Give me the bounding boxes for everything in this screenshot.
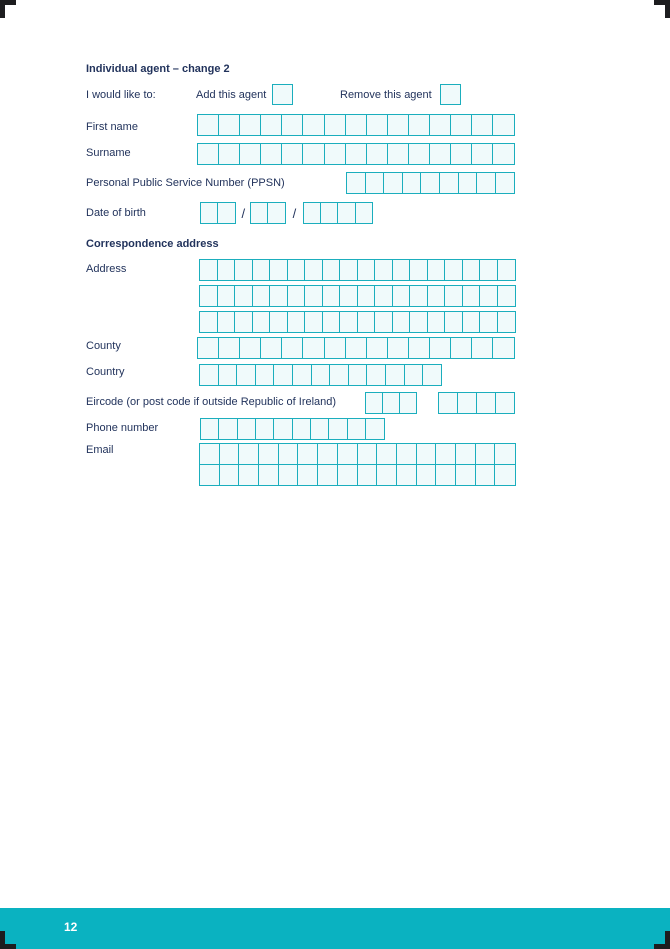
char-box[interactable] — [408, 143, 431, 165]
char-box[interactable] — [345, 143, 368, 165]
char-box[interactable] — [238, 443, 259, 465]
char-box[interactable] — [450, 337, 473, 359]
crop-mark-top-right — [665, 0, 670, 18]
char-box[interactable] — [450, 114, 473, 136]
char-box[interactable] — [337, 443, 358, 465]
char-box[interactable] — [357, 311, 376, 333]
eircode-label: Eircode (or post code if outside Republic of Ireland) — [86, 396, 337, 408]
char-box[interactable] — [311, 364, 331, 386]
char-box[interactable] — [383, 172, 403, 194]
char-box[interactable] — [427, 285, 446, 307]
char-box[interactable] — [475, 443, 496, 465]
char-box[interactable] — [339, 311, 358, 333]
char-box[interactable] — [439, 172, 459, 194]
char-box[interactable] — [479, 259, 498, 281]
char-box[interactable] — [302, 337, 325, 359]
ppsn-boxes — [346, 172, 515, 194]
char-box[interactable] — [237, 418, 257, 440]
char-box[interactable] — [455, 464, 476, 486]
address-line2-boxes — [199, 285, 516, 307]
char-box[interactable] — [497, 259, 516, 281]
dob-separator: / — [241, 205, 246, 221]
char-box[interactable] — [218, 364, 238, 386]
char-box[interactable] — [450, 143, 473, 165]
footer-bar — [0, 908, 670, 949]
char-box[interactable] — [339, 285, 358, 307]
char-box[interactable] — [422, 364, 442, 386]
surname-label: Surname — [86, 147, 131, 159]
char-box[interactable] — [347, 418, 367, 440]
dob-boxes — [200, 202, 373, 224]
char-box[interactable] — [457, 392, 477, 414]
first-name-label: First name — [86, 121, 138, 133]
char-box[interactable] — [322, 311, 341, 333]
char-box[interactable] — [402, 172, 422, 194]
email-label: Email — [86, 444, 114, 456]
char-box[interactable] — [281, 337, 304, 359]
char-box[interactable] — [495, 172, 515, 194]
char-box[interactable] — [217, 311, 236, 333]
char-box[interactable] — [404, 364, 424, 386]
crop-mark-top-left — [0, 0, 5, 18]
email-line2-boxes — [199, 464, 516, 486]
char-box[interactable] — [260, 143, 283, 165]
first-name-boxes — [197, 114, 515, 136]
char-box[interactable] — [199, 285, 218, 307]
char-box[interactable] — [339, 259, 358, 281]
char-box[interactable] — [287, 311, 306, 333]
char-box[interactable] — [492, 143, 515, 165]
char-box[interactable] — [392, 259, 411, 281]
char-box[interactable] — [475, 464, 496, 486]
char-box[interactable] — [297, 443, 318, 465]
char-box[interactable] — [199, 311, 218, 333]
char-box[interactable] — [217, 259, 236, 281]
char-box[interactable] — [435, 464, 456, 486]
char-box[interactable] — [387, 337, 410, 359]
section-title: Individual agent – change 2 — [86, 63, 230, 75]
char-box[interactable] — [429, 114, 452, 136]
char-box[interactable] — [197, 337, 220, 359]
char-box[interactable] — [374, 259, 393, 281]
dob-label: Date of birth — [86, 207, 146, 219]
char-box[interactable] — [320, 202, 339, 224]
char-box[interactable] — [218, 337, 241, 359]
char-box[interactable] — [416, 443, 437, 465]
surname-boxes — [197, 143, 515, 165]
char-box[interactable] — [346, 172, 366, 194]
char-box[interactable] — [444, 259, 463, 281]
char-box[interactable] — [252, 311, 271, 333]
char-box[interactable] — [471, 114, 494, 136]
char-box[interactable] — [427, 259, 446, 281]
char-box[interactable] — [292, 364, 312, 386]
char-box[interactable] — [462, 285, 481, 307]
char-box[interactable] — [492, 114, 515, 136]
char-box[interactable] — [239, 337, 262, 359]
char-box[interactable] — [455, 443, 476, 465]
char-box[interactable] — [348, 364, 368, 386]
char-box[interactable] — [199, 443, 220, 465]
char-box[interactable] — [357, 464, 378, 486]
char-box[interactable] — [303, 202, 322, 224]
intent-label: I would like to: — [86, 89, 156, 101]
crop-mark-bottom-left — [0, 931, 5, 949]
char-box[interactable] — [260, 114, 283, 136]
phone-boxes — [200, 418, 385, 440]
char-box[interactable] — [217, 285, 236, 307]
char-box[interactable] — [366, 114, 389, 136]
char-box[interactable] — [438, 392, 458, 414]
char-box[interactable] — [399, 392, 417, 414]
char-box[interactable] — [355, 202, 374, 224]
char-box[interactable] — [416, 464, 437, 486]
char-box[interactable] — [218, 114, 241, 136]
char-box[interactable] — [376, 443, 397, 465]
county-boxes — [197, 337, 515, 359]
char-box[interactable] — [365, 172, 385, 194]
char-box[interactable] — [435, 443, 456, 465]
char-box[interactable] — [357, 285, 376, 307]
dob-separator: / — [292, 205, 297, 221]
char-box[interactable] — [497, 311, 516, 333]
char-box[interactable] — [429, 143, 452, 165]
char-box[interactable] — [462, 311, 481, 333]
char-box[interactable] — [366, 337, 389, 359]
char-box[interactable] — [239, 114, 262, 136]
char-box[interactable] — [255, 364, 275, 386]
char-box[interactable] — [197, 114, 220, 136]
add-agent-checkbox[interactable] — [272, 84, 293, 105]
char-box[interactable] — [374, 311, 393, 333]
char-box[interactable] — [345, 337, 368, 359]
address-line3-boxes — [199, 311, 516, 333]
remove-agent-label: Remove this agent — [340, 89, 432, 101]
char-box[interactable] — [281, 143, 304, 165]
char-box[interactable] — [409, 311, 428, 333]
char-box[interactable] — [297, 464, 318, 486]
char-box[interactable] — [197, 143, 220, 165]
char-box[interactable] — [273, 418, 293, 440]
country-label: Country — [86, 366, 125, 378]
char-box[interactable] — [281, 114, 304, 136]
char-box[interactable] — [328, 418, 348, 440]
char-box[interactable] — [255, 418, 275, 440]
county-label: County — [86, 340, 121, 352]
char-box[interactable] — [376, 464, 397, 486]
char-box[interactable] — [492, 337, 515, 359]
char-box[interactable] — [365, 418, 385, 440]
char-box[interactable] — [427, 311, 446, 333]
char-box[interactable] — [365, 392, 383, 414]
char-box[interactable] — [458, 172, 478, 194]
char-box[interactable] — [292, 418, 312, 440]
char-box[interactable] — [479, 311, 498, 333]
char-box[interactable] — [357, 443, 378, 465]
char-box[interactable] — [392, 311, 411, 333]
char-box[interactable] — [234, 285, 253, 307]
address-label: Address — [86, 263, 127, 275]
eircode-group1-boxes — [365, 392, 417, 414]
page-number: 12 — [64, 920, 78, 934]
char-box[interactable] — [252, 259, 271, 281]
email-line1-boxes — [199, 443, 516, 465]
char-box[interactable] — [366, 143, 389, 165]
char-box[interactable] — [258, 464, 279, 486]
ppsn-label: Personal Public Service Number (PPSN) — [86, 177, 285, 189]
char-box[interactable] — [337, 464, 358, 486]
char-box[interactable] — [385, 364, 405, 386]
char-box[interactable] — [304, 285, 323, 307]
add-agent-label: Add this agent — [196, 89, 267, 101]
char-box[interactable] — [234, 259, 253, 281]
char-box[interactable] — [357, 259, 376, 281]
char-box[interactable] — [366, 364, 386, 386]
char-box[interactable] — [420, 172, 440, 194]
char-box[interactable] — [387, 114, 410, 136]
char-box[interactable] — [396, 464, 417, 486]
char-box[interactable] — [258, 443, 279, 465]
char-box[interactable] — [267, 202, 286, 224]
char-box[interactable] — [409, 259, 428, 281]
char-box[interactable] — [269, 285, 288, 307]
char-box[interactable] — [322, 285, 341, 307]
char-box[interactable] — [429, 337, 452, 359]
char-box[interactable] — [494, 443, 515, 465]
char-box[interactable] — [476, 392, 496, 414]
char-box[interactable] — [217, 202, 236, 224]
char-box[interactable] — [236, 364, 256, 386]
char-box[interactable] — [304, 311, 323, 333]
char-box[interactable] — [462, 259, 481, 281]
char-box[interactable] — [409, 285, 428, 307]
dob-month-boxes — [250, 202, 286, 224]
char-box[interactable] — [317, 464, 338, 486]
char-box[interactable] — [471, 337, 494, 359]
eircode-group2-boxes — [438, 392, 515, 414]
char-box[interactable] — [287, 259, 306, 281]
char-box[interactable] — [250, 202, 269, 224]
char-box[interactable] — [218, 418, 238, 440]
char-box[interactable] — [238, 464, 259, 486]
char-box[interactable] — [252, 285, 271, 307]
char-box[interactable] — [322, 259, 341, 281]
char-box[interactable] — [273, 364, 293, 386]
char-box[interactable] — [392, 285, 411, 307]
char-box[interactable] — [302, 114, 325, 136]
char-box[interactable] — [219, 464, 240, 486]
char-box[interactable] — [269, 311, 288, 333]
char-box[interactable] — [408, 114, 431, 136]
dob-year-boxes — [303, 202, 373, 224]
country-boxes — [199, 364, 442, 386]
char-box[interactable] — [199, 364, 219, 386]
char-box[interactable] — [324, 143, 347, 165]
char-box[interactable] — [269, 259, 288, 281]
char-box[interactable] — [199, 464, 220, 486]
char-box[interactable] — [337, 202, 356, 224]
char-box[interactable] — [239, 143, 262, 165]
char-box[interactable] — [382, 392, 400, 414]
crop-mark-bottom-right — [665, 931, 670, 949]
char-box[interactable] — [278, 443, 299, 465]
correspondence-address-heading: Correspondence address — [86, 238, 219, 250]
char-box[interactable] — [200, 202, 219, 224]
address-line1-boxes — [199, 259, 516, 281]
char-box[interactable] — [218, 143, 241, 165]
char-box[interactable] — [287, 285, 306, 307]
char-box[interactable] — [219, 443, 240, 465]
char-box[interactable] — [497, 285, 516, 307]
char-box[interactable] — [345, 114, 368, 136]
char-box[interactable] — [495, 392, 515, 414]
char-box[interactable] — [199, 259, 218, 281]
char-box[interactable] — [278, 464, 299, 486]
char-box[interactable] — [200, 418, 220, 440]
char-box[interactable] — [302, 143, 325, 165]
char-box[interactable] — [408, 337, 431, 359]
char-box[interactable] — [260, 337, 283, 359]
char-box[interactable] — [471, 143, 494, 165]
char-box[interactable] — [234, 311, 253, 333]
char-box[interactable] — [324, 337, 347, 359]
char-box[interactable] — [444, 285, 463, 307]
char-box[interactable] — [479, 285, 498, 307]
dob-day-boxes — [200, 202, 236, 224]
remove-agent-checkbox[interactable] — [440, 84, 461, 105]
char-box[interactable] — [317, 443, 338, 465]
phone-label: Phone number — [86, 422, 159, 434]
char-box[interactable] — [310, 418, 330, 440]
char-box[interactable] — [476, 172, 496, 194]
char-box[interactable] — [304, 259, 323, 281]
char-box[interactable] — [374, 285, 393, 307]
char-box[interactable] — [444, 311, 463, 333]
char-box[interactable] — [387, 143, 410, 165]
char-box[interactable] — [324, 114, 347, 136]
char-box[interactable] — [494, 464, 515, 486]
char-box[interactable] — [329, 364, 349, 386]
char-box[interactable] — [396, 443, 417, 465]
